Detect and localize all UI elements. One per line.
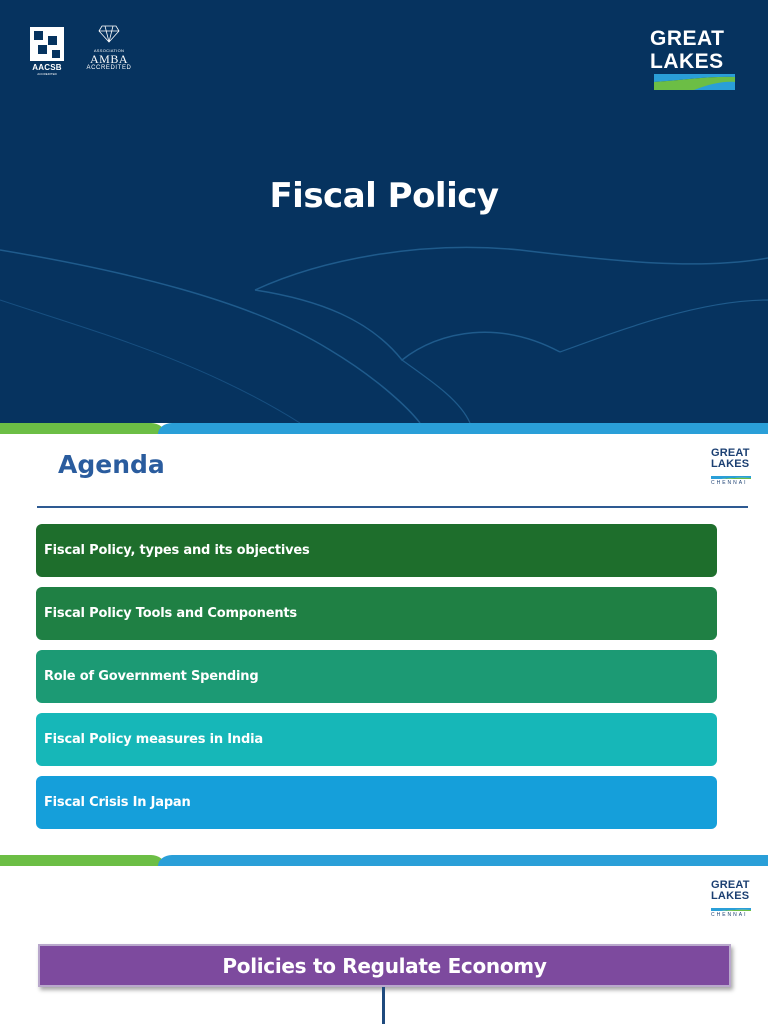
policies-heading: Policies to Regulate Economy bbox=[222, 953, 547, 978]
logo-line2: LAKES bbox=[650, 50, 724, 73]
agenda-item-4[interactable] bbox=[36, 713, 717, 766]
title-slide bbox=[0, 0, 768, 423]
great-lakes-chennai-logo bbox=[711, 448, 753, 488]
great-lakes-chennai-logo bbox=[711, 880, 753, 920]
amba-name: AMBA bbox=[89, 52, 128, 66]
agenda-item-label: Fiscal Policy Tools and Components bbox=[44, 606, 297, 621]
amba-accredited: ACCREDITED bbox=[86, 65, 132, 71]
aacsb-name: AACSB bbox=[32, 63, 62, 72]
agenda-item-label: Fiscal Crisis In Japan bbox=[44, 795, 191, 810]
logo-city: CHENNAI bbox=[711, 912, 748, 918]
logo-line1: GREAT bbox=[650, 27, 725, 50]
great-lakes-logo bbox=[650, 27, 740, 93]
amba-assoc: ASSOCIATION bbox=[93, 48, 125, 53]
logo-line2: LAKES bbox=[711, 890, 750, 902]
logo-stripes bbox=[711, 903, 751, 911]
connector-line bbox=[382, 987, 385, 1024]
logo-line2: LAKES bbox=[711, 458, 750, 470]
diamond-icon bbox=[98, 25, 120, 43]
logo-stripes bbox=[711, 471, 751, 479]
slide-title: Fiscal Policy bbox=[269, 176, 499, 216]
aacsb-emblem bbox=[30, 27, 64, 61]
agenda-list bbox=[36, 524, 717, 839]
slide-separator bbox=[0, 423, 768, 434]
policies-heading-box bbox=[38, 944, 731, 987]
agenda-item-5[interactable] bbox=[36, 776, 717, 829]
slide-separator bbox=[0, 855, 768, 866]
agenda-item-label: Fiscal Policy, types and its objectives bbox=[44, 543, 310, 558]
agenda-item-1[interactable] bbox=[36, 524, 717, 577]
amba-logo bbox=[84, 25, 134, 77]
aacsb-sub: ACCREDITED bbox=[37, 72, 57, 76]
logo-city: CHENNAI bbox=[711, 480, 748, 486]
logo-stripes bbox=[654, 74, 735, 90]
title-divider bbox=[37, 506, 748, 508]
agenda-item-label: Fiscal Policy measures in India bbox=[44, 732, 263, 747]
aacsb-logo bbox=[30, 27, 64, 75]
logo-line1: GREAT bbox=[711, 879, 750, 891]
logo-line1: GREAT bbox=[711, 447, 750, 459]
policies-slide bbox=[0, 866, 768, 1024]
agenda-title: Agenda bbox=[58, 450, 165, 479]
agenda-slide bbox=[0, 434, 768, 855]
agenda-item-3[interactable] bbox=[36, 650, 717, 703]
agenda-item-label: Role of Government Spending bbox=[44, 669, 259, 684]
agenda-item-2[interactable] bbox=[36, 587, 717, 640]
